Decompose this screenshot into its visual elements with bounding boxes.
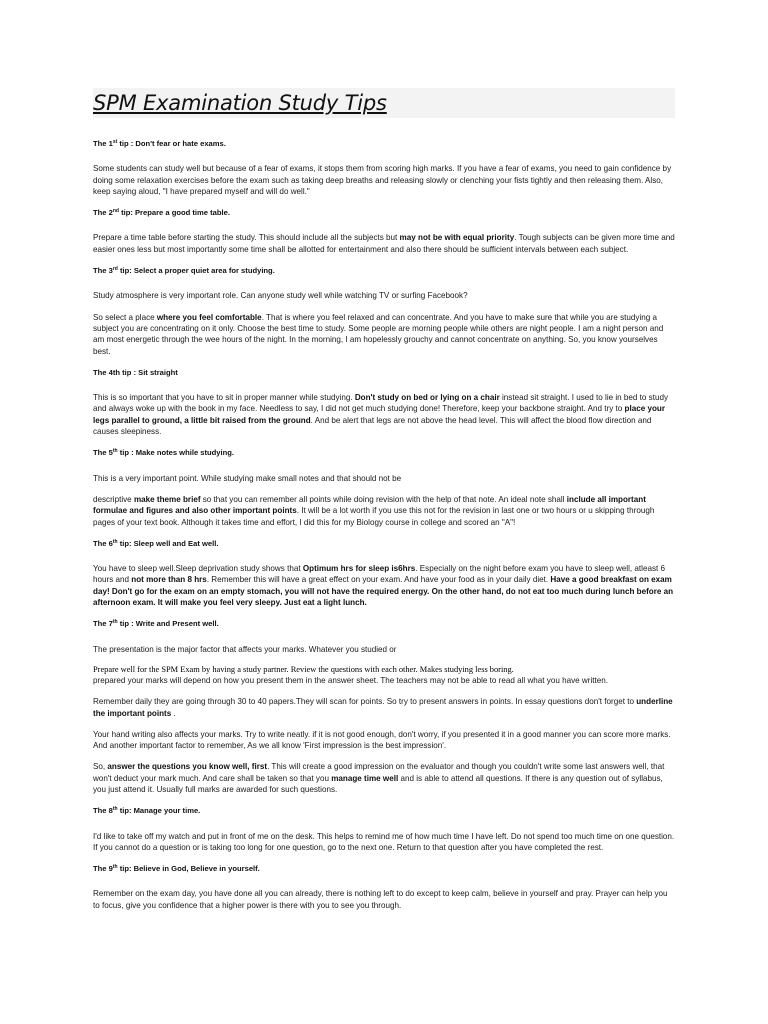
title-bar [93, 88, 675, 118]
tip-9-heading: The 9th tip: Believe in God, Believe in yourself. [93, 864, 260, 874]
tip-5-heading: The 5th tip : Make notes while studying. [93, 448, 235, 458]
tip-8-heading: The 8th tip: Manage your time. [93, 806, 201, 816]
tip-7-paragraph-5: So, answer the questions you know well, first. This will create a good impression on the evaluator and though you couldn't write some last answers well, that won't deduct your mark much. And care shall be taken so that you manage time well and is able to attend all questions. If there is any question out of syllabus, you just attend it. Usually full marks are awarded for such questions. [93, 762, 665, 794]
tip-7-paragraph-1: The presentation is the major factor that affects your marks. Whatever you studied or [93, 644, 397, 654]
tip-5-paragraph-1: This is a very important point. While studying make small notes and that should not be [93, 473, 402, 483]
tip-7-paragraph-3: Remember daily they are going through 30 to 40 papers.They will scan for points. So try to present answers in points. In essay questions don't forget to underline the important points . [93, 697, 673, 718]
tip-1-paragraph: Some students can study well but because of a fear of exams, it stops them from scoring high marks. If you have a fear of exams, you need to gain confidence by doing some relaxation exercises before the exam such as taking deep breaths and releasing slowly or clenching your fists tightly and then releasing them. Also, keep saying aloud, "I have prepared myself and will do well." [93, 164, 672, 196]
tip-9-paragraph: Remember on the exam day, you have done all you can already, there is nothing left to do except to keep calm, believe in yourself and pray. Prayer can help you to focus, give you confidence that a higher power is there with you to see you through. [93, 889, 668, 910]
tip-3-paragraph-2: So select a place where you feel comfortable. That is where you feel relaxed and can concentrate. And you have to make sure that while you are studying a subject you are concentrating on it only. Choose the best time to study. Some people are morning people while others are night people. I am a night person and am most energetic through the wee hours of the night. In the morning, I am hopelessly grouchy and cannot concentrate on anything. So, you know yourselves best. [93, 312, 664, 356]
tip-3-paragraph-1: Study atmosphere is very important role. Can anyone study well while watching TV or surfing Facebook? [93, 291, 468, 301]
tip-5-paragraph-2: descriptive make theme brief so that you can remember all points while doing revision with the help of that note. An ideal note shall include all important formulae and figures and also other important points. It will be a lot worth if you use this not for the revision in last one or two hours or u skipping through pages of your text book. Although it takes time and effort, I did this for my Biology course in college and scored an "A"! [93, 494, 655, 527]
tip-7-heading: The 7th tip : Write and Present well. [93, 619, 219, 629]
tip-2-paragraph: Prepare a time table before starting the study. This should include all the subjects but may not be with equal priority. Tough subjects can be given more time and easier ones less but most importantly some time shall be allotted for entertainment and also there should be sufficient intervals between each subject. [93, 233, 675, 254]
page-title: SPM Examination Study Tips [93, 91, 387, 115]
tip-4-paragraph: This is so important that you have to sit in proper manner while studying. Don't study on bed or lying on a chair instead sit straight. I used to lie in bed to study and always woke up with the book in my face. Needless to say, I did not get much studying done! Therefore, keep your backbone straight. And try to place your legs parallel to ground, a little bit raised from the ground. And be alert that legs are not above the head level. This will affect the blood flow direction and causes sleepiness. [93, 393, 669, 437]
article-body [93, 88, 675, 921]
study-partner-note: Prepare well for the SPM Exam by having a study partner. Review the questions with each other. Makes studying less boring. [93, 664, 514, 674]
tip-3-heading: The 3rd tip: Select a proper quiet area for studying. [93, 266, 275, 276]
tip-6-paragraph: You have to sleep well.Sleep deprivation study shows that Optimum hrs for sleep is6hrs. Especially on the night before exam you have to sleep well, atleast 6 hours and not more than 8 hrs. Remember this will have a great effect on your exam. And have your food as in your daily diet. Have a good breakfast on exam day! Don't go for the exam on an empty stomach, you will not have the required energy. On the other hand, do not eat too much during lunch before an afternoon exam. It will make you feel very sleepy. Just eat a light lunch. [93, 564, 674, 608]
tip-7-paragraph-4: Your hand writing also affects your marks. Try to write neatly. if it is not good enough, don't worry, if you presented it in a good manner you can score more marks. And another important factor to remember, As we all know 'First impression is the best impression'. [93, 729, 671, 751]
tip-7-paragraph-2: prepared your marks will depend on how you present them in the answer sheet. The teachers may not be able to read all what you have written. [93, 675, 608, 685]
tip-6-heading: The 6th tip: Sleep well and Eat well. [93, 538, 219, 548]
tip-1-heading: The 1st tip : Don't fear or hate exams. [93, 139, 226, 148]
tip-8-paragraph: I'd like to take off my watch and put in front of me on the desk. This helps to remind me of how much time I have left. Do not spend too much time on one question. If you cannot do a question or is taking too long for one question, go to the next one. Return to that question after you have completed the rest. [93, 831, 675, 852]
tip-4-heading: The 4th tip : Sit straight [93, 367, 178, 377]
tip-2-heading: The 2nd tip: Prepare a good time table. [93, 208, 230, 218]
